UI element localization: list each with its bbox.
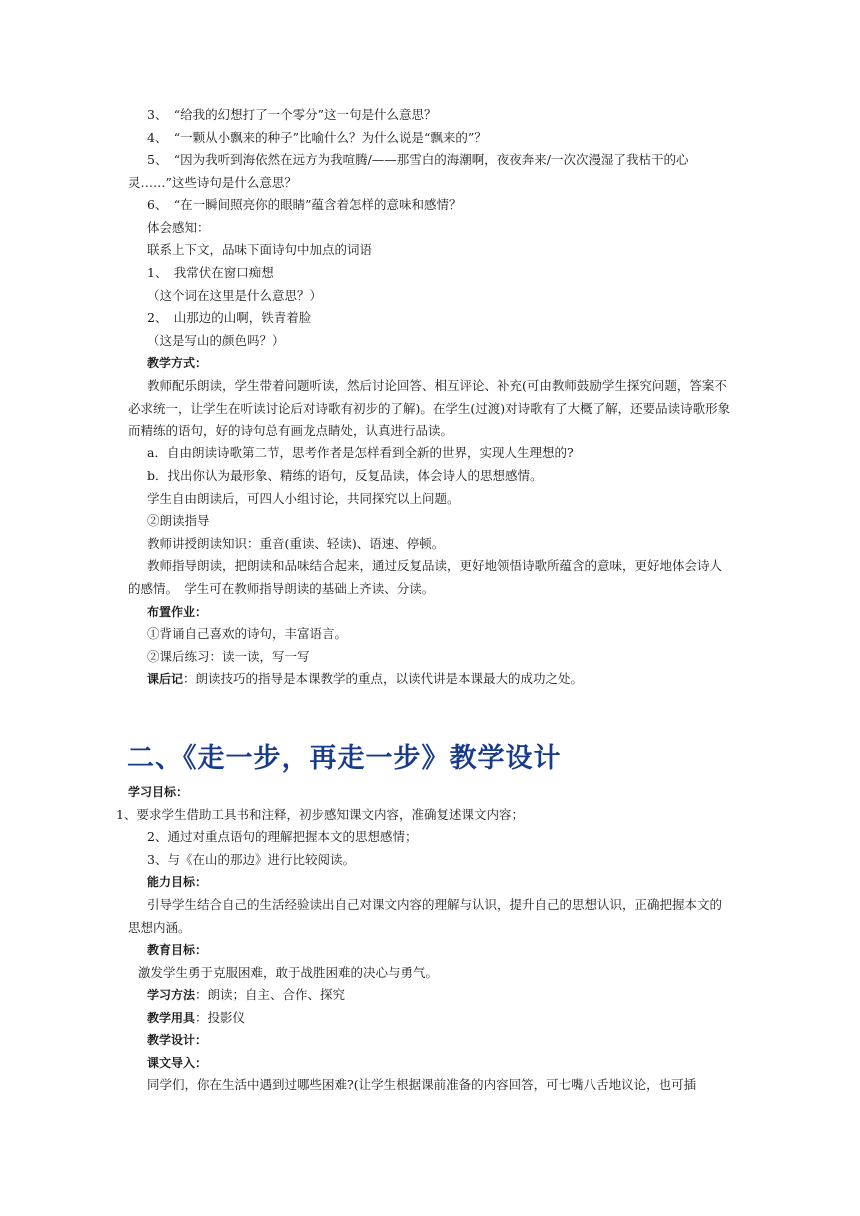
homework-2: ②课后练习：读一读，写一写 bbox=[147, 649, 310, 664]
reflection-text: ：朗读技巧的指导是本课教学的重点，以读代讲是本课最大的成功之处。 bbox=[183, 671, 584, 686]
education-goals-text: 激发学生勇于克服困难，敢于战胜困难的决心与勇气。 bbox=[138, 965, 439, 980]
reading-guide-heading: ②朗读指导 bbox=[147, 513, 210, 528]
teaching-design-heading: 教学设计： bbox=[147, 1033, 208, 1047]
reading-knowledge: 教师讲授朗读知识：重音(重读、轻读)、语速、停顿。 bbox=[147, 536, 445, 551]
group-discussion: 学生自由朗读后，可四人小组讨论，共同探究以上问题。 bbox=[147, 491, 460, 506]
section-title: 二、《走一步，再走一步》教学设计 bbox=[127, 743, 562, 774]
question-5: 5、 “因为我听到海依然在远方为我喧腾/——那雪白的海潮啊，夜夜奔来/一次次漫湿了我枯干的心灵……”这些诗句是什么意思？ bbox=[128, 152, 689, 190]
item-1-question: （这个词在这里是什么意思？） bbox=[147, 288, 323, 303]
study-methods-label: 学习方法 bbox=[147, 988, 196, 1002]
reflection-label: 课后记 bbox=[147, 672, 184, 686]
item-1: 1、 我常伏在窗口痴想 bbox=[147, 265, 274, 280]
step-b: b．找出你认为最形象、精练的语句，反复品读，体会诗人的思想感情。 bbox=[147, 468, 543, 483]
question-3: 3、 “给我的幻想打了一个零分”这一句是什么意思？ bbox=[147, 107, 437, 122]
learning-goals-heading: 学习目标： bbox=[128, 785, 189, 799]
context-instruction: 联系上下文，品味下面诗句中加点的词语 bbox=[147, 242, 373, 257]
ability-goals-heading: 能力目标： bbox=[147, 875, 208, 889]
teaching-tools-text: ：投影仪 bbox=[195, 1010, 246, 1025]
reflection bbox=[128, 668, 732, 691]
item-2-question: （这是写山的颜色吗？） bbox=[147, 333, 285, 348]
education-goals-heading: 教育目标： bbox=[147, 943, 208, 957]
question-6: 6、 “在一瞬间照亮你的眼睛”蕴含着怎样的意味和感情？ bbox=[147, 197, 462, 212]
teaching-tools-label: 教学用具 bbox=[147, 1011, 196, 1025]
teaching-tools bbox=[128, 1007, 732, 1030]
teaching-method-heading: 教学方式： bbox=[147, 356, 208, 370]
lesson-intro-text: 同学们，你在生活中遇到过哪些困难?(让学生根据课前准备的内容回答，可七嘴八舌地议论，也可插 bbox=[147, 1077, 697, 1092]
experience-label: 体会感知： bbox=[147, 220, 210, 235]
goal-1: 1、要求学生借助工具书和注释，初步感知课文内容，准确复述课文内容； bbox=[116, 807, 524, 822]
goal-3: 3、与《在山的那边》进行比较阅读。 bbox=[147, 852, 355, 867]
study-methods bbox=[128, 984, 732, 1007]
study-methods-text: ：朗读；自主、合作、探究 bbox=[195, 987, 346, 1002]
teaching-method-text: 教师配乐朗读，学生带着问题听读，然后讨论回答、相互评论、补充(可由教师鼓励学生探究问题，答案不必求统一，让学生在听读讨论后对诗歌有初步的了解)。在学生(过渡)对诗歌有了大概了解，还要品读诗歌形象而精练的语句，好的诗句总有画龙点睛处，认真进行品读。 bbox=[128, 378, 731, 438]
ability-goals-text: 引导学生结合自己的生活经验读出自己对课文内容的理解与认识，提升自己的思想认识，正确把握本文的思想内涵。 bbox=[128, 897, 723, 935]
question-4: 4、 “一颗从小飘来的种子”比喻什么？为什么说是“飘来的”？ bbox=[147, 130, 487, 145]
step-a: a．自由朗读诗歌第二节，思考作者是怎样看到全新的世界，实现人生理想的? bbox=[147, 445, 574, 460]
goal-2: 2、通过对重点语句的理解把握本文的思想感情； bbox=[147, 829, 418, 844]
lesson-intro-heading: 课文导入： bbox=[147, 1056, 208, 1070]
homework-heading: 布置作业： bbox=[147, 605, 208, 619]
homework-1: ①背诵自己喜欢的诗句，丰富语言。 bbox=[147, 626, 348, 641]
item-2: 2、 山那边的山啊，铁青着脸 bbox=[147, 310, 312, 325]
reading-guide-text: 教师指导朗读，把朗读和品味结合起来，通过反复品读，更好地领悟诗歌所蕴含的意味，更好地体会诗人的感情。 学生可在教师指导朗读的基础上齐读、分读。 bbox=[128, 558, 723, 596]
